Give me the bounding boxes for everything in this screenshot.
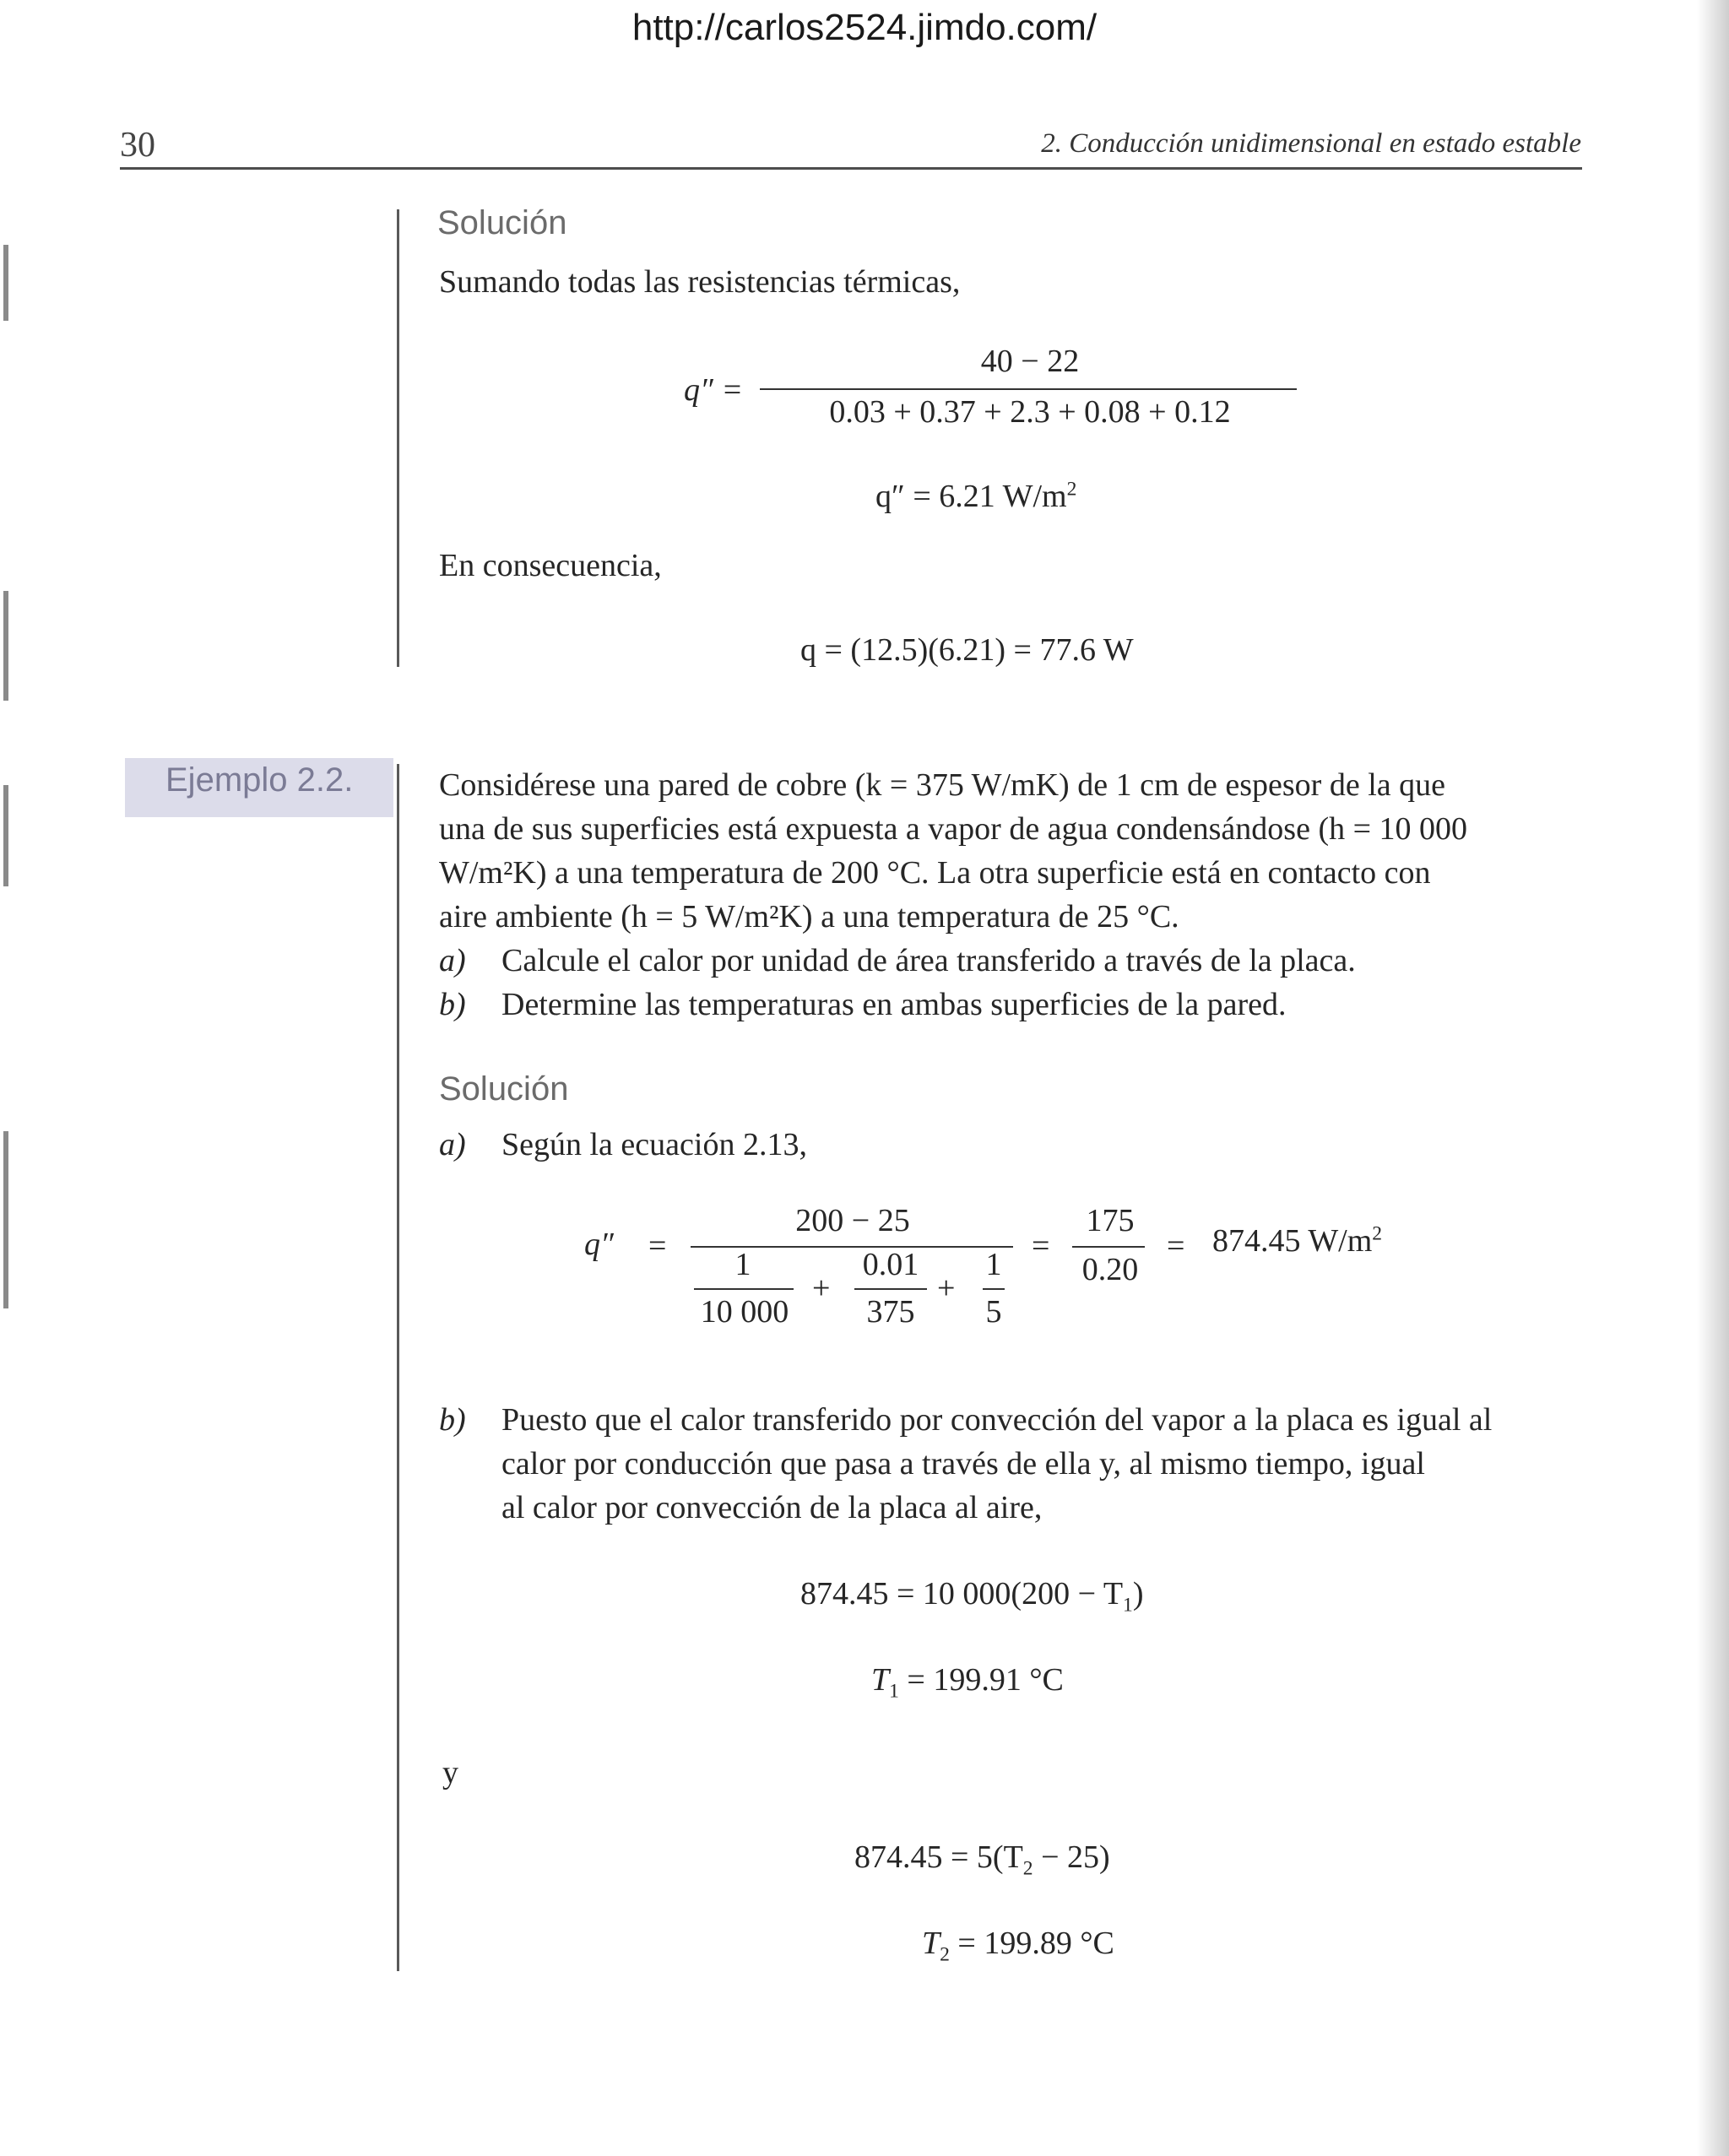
item-label: a) [439,943,466,978]
eq4-term2-bar [854,1288,927,1290]
eq4-term3-bar [983,1288,1005,1290]
eq4-term2-num: 0.01 [862,1247,919,1282]
eq4-ratio-num: 175 [1086,1203,1135,1238]
example-label: Ejemplo 2.2. [165,761,354,799]
eq6-var: T [871,1662,890,1698]
eq4-term2-den: 375 [866,1294,915,1330]
solution-item-b [439,1398,1492,1442]
eq7-text: 874.45 = 5(T [854,1839,1023,1875]
eq1-fraction-bar [760,388,1297,390]
eq5-sub: 1 [1123,1594,1133,1617]
solution-intro: Sumando todas las resistencias térmicas, [439,264,961,300]
solution-item-a [439,1123,807,1167]
consequence-text: En consecuencia, [439,548,662,583]
eq4-result-text: 874.45 W/m [1212,1223,1373,1259]
eq6-end: = 199.91 °C [898,1662,1064,1698]
eq1-numerator: 40 − 22 [980,344,1080,379]
example-line-2: una de sus superficies está expuesta a vapor de agua condensándose (h = 10 000 [439,811,1468,847]
eq5-energy-balance-1 [800,1575,1143,1617]
page-edge-shadow [1697,0,1729,2156]
eq4-lhs: q″ [584,1227,614,1262]
eq1-lhs: q″ = [684,372,743,408]
item-label: b) [439,1402,466,1438]
example-line-1: Considérese una pared de cobre (k = 375 W/mK) de 1 cm de espesor de la que [439,767,1445,803]
page-number: 30 [120,126,155,165]
scan-margin-mark [3,785,8,886]
scan-margin-mark [3,245,8,321]
eq4-plus-1: + [812,1270,831,1306]
eq8-sub: 2 [940,1943,950,1966]
eq4-equals: = [648,1228,667,1264]
example-item-a [439,939,1356,983]
header-rule [120,167,1582,170]
eq4-term3-num: 1 [985,1247,1002,1282]
eq1-denominator: 0.03 + 0.37 + 2.3 + 0.08 + 0.12 [829,394,1231,430]
eq7-energy-balance-2 [854,1839,1110,1881]
eq8-var: T [922,1926,940,1961]
eq4-ratio-bar [1072,1246,1145,1248]
eq4-term3-den: 5 [985,1294,1002,1330]
item-text: Puesto que el calor transferido por convección del vapor a la placa es igual al [501,1402,1493,1438]
eq4-result-exponent: 2 [1372,1222,1383,1245]
conjunction-y: y [442,1755,458,1790]
example-line-3: W/m²K) a una temperatura de 200 °C. La otra superficie está en contacto con [439,855,1431,891]
eq7-end: − 25) [1033,1839,1110,1875]
eq5-text: 874.45 = 10 000(200 − T [800,1576,1124,1612]
eq8-end: = 199.89 °C [949,1926,1114,1961]
eq3-heat-rate: q = (12.5)(6.21) = 77.6 W [800,632,1134,668]
item-text: Calcule el calor por unidad de área transferido a través de la placa. [501,943,1356,978]
eq4-term1-num: 1 [734,1247,751,1282]
item-text: Según la ecuación 2.13, [501,1127,807,1162]
eq7-sub: 2 [1022,1857,1033,1880]
example-item-b [439,983,1287,1027]
solution-heading: Solución [437,204,567,241]
item-b-line-2: calor por conducción que pasa a través de ella y, al mismo tiempo, igual [501,1446,1425,1482]
eq4-equals-3: = [1167,1228,1185,1264]
solution-rule [397,209,399,667]
item-label: a) [439,1127,466,1162]
example-line-4: aire ambiente (h = 5 W/m²K) a una temperatura de 25 °C. [439,899,1179,934]
example-rule [397,764,399,1971]
eq4-equals-2: = [1032,1228,1050,1264]
eq6-t1-result [871,1661,1064,1704]
solution-heading: Solución [439,1070,569,1108]
item-label: b) [439,987,466,1022]
scan-margin-mark [3,591,8,701]
running-head: 2. Conducción unidimensional en estado estable [1041,128,1581,159]
item-text: Determine las temperaturas en ambas superficies de la pared. [501,987,1287,1022]
eq4-term1-bar [694,1288,794,1290]
eq2-result [875,478,1076,515]
eq4-result [1212,1222,1382,1259]
eq8-t2-result [922,1925,1114,1967]
eq2-text: q″ = 6.21 W/m [875,479,1067,514]
eq4-term1-den: 10 000 [700,1294,789,1330]
scan-margin-mark [3,1131,8,1308]
eq6-sub: 1 [889,1680,899,1703]
item-b-line-3: al calor por convección de la placa al aire, [501,1490,1043,1525]
eq4-ratio-den: 0.20 [1081,1252,1139,1287]
eq4-numerator: 200 − 25 [795,1203,910,1238]
eq2-exponent: 2 [1066,478,1077,501]
source-url[interactable]: http://carlos2524.jimdo.com/ [631,7,1098,48]
eq4-plus-2: + [937,1270,956,1306]
eq5-end: ) [1132,1576,1144,1612]
